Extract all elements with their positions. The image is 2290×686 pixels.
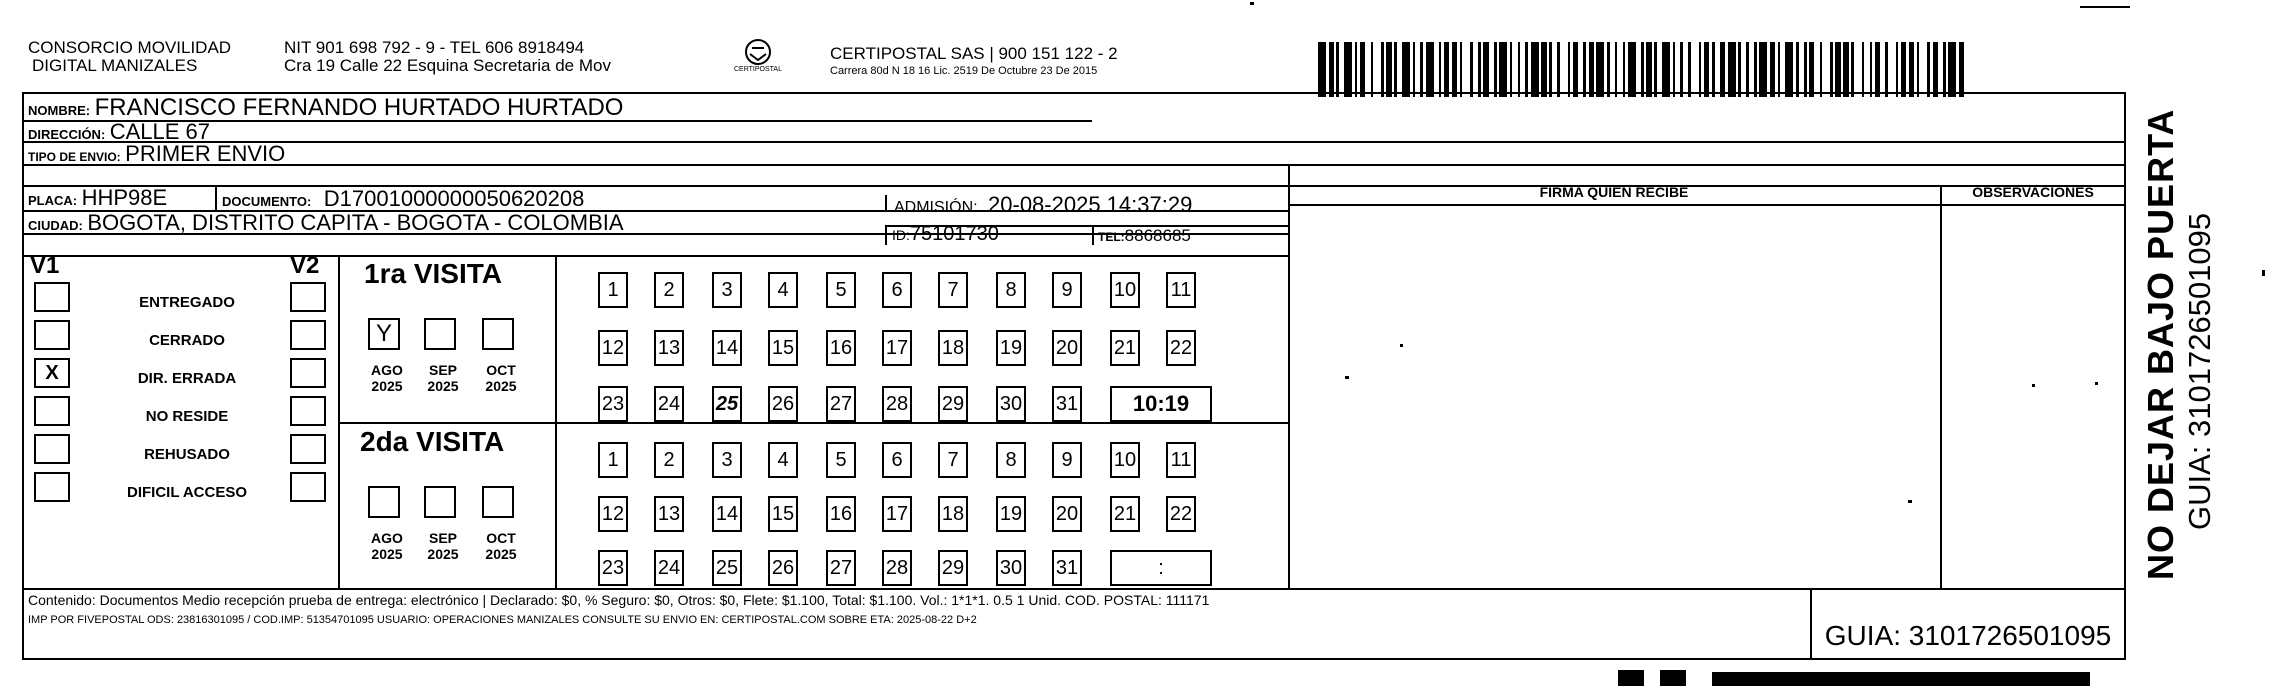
day-box[interactable]: 18 [938, 330, 968, 366]
barcode-bar [1560, 42, 1568, 97]
day-box[interactable]: 12 [598, 496, 628, 532]
observaciones-header: OBSERVACIONES [1972, 184, 2094, 200]
logo-caption: CERTIPOSTAL [734, 66, 782, 73]
barcode-bar [1854, 42, 1862, 97]
month-year: 2025 [427, 378, 459, 394]
barcode-bar [1531, 42, 1539, 97]
barcode-bar [1691, 42, 1699, 97]
barcode [1318, 42, 1968, 97]
ciudad-value: BOGOTA, DISTRITO CAPITA - BOGOTA - COLOMBIA [87, 210, 624, 235]
v2-checkbox[interactable] [290, 358, 326, 388]
barcode-bar [1785, 42, 1793, 97]
day-box[interactable]: 28 [882, 550, 912, 586]
day-box[interactable]: 3 [712, 272, 742, 308]
day-box[interactable]: 27 [826, 550, 856, 586]
v2-checkbox[interactable] [290, 472, 326, 502]
month-checkbox[interactable] [482, 318, 514, 350]
barcode-bar [1462, 42, 1470, 97]
day-box[interactable]: 5 [826, 442, 856, 478]
v2-checkbox[interactable] [290, 434, 326, 464]
barcode-bar [1888, 42, 1896, 97]
day-box[interactable]: 6 [882, 272, 912, 308]
certipostal-license: Carrera 80d N 18 16 Lic. 2519 De Octubre 23 De 2015 [830, 65, 1098, 77]
day-box[interactable]: 26 [768, 550, 798, 586]
company-address: Cra 19 Calle 22 Esquina Secretaria de Mov [284, 56, 611, 75]
v1-header: V1 [30, 252, 60, 279]
second-visit-title: 2da VISITA [360, 426, 505, 457]
day-box[interactable]: 5 [826, 272, 856, 308]
month-label [476, 362, 526, 394]
day-box[interactable]: 22 [1166, 496, 1196, 532]
visit-time-box[interactable]: : [1110, 550, 1212, 586]
certipostal-logo-icon [728, 36, 788, 84]
admision-label: ADMISIÓN: [894, 199, 978, 216]
day-box[interactable]: 20 [1052, 330, 1082, 366]
ciudad-label: CIUDAD: [28, 218, 83, 233]
day-box[interactable]: 15 [768, 496, 798, 532]
bottom-bar [1660, 670, 1686, 686]
day-box[interactable]: 4 [768, 272, 798, 308]
day-box[interactable]: 19 [996, 330, 1026, 366]
barcode-bar [1499, 42, 1507, 97]
day-box[interactable]: 19 [996, 496, 1026, 532]
month-name: OCT [486, 530, 516, 546]
month-checkbox[interactable] [424, 318, 456, 350]
month-label [362, 362, 412, 394]
obs-mark [2095, 382, 2098, 385]
month-label [362, 530, 412, 562]
day-box[interactable]: 21 [1110, 496, 1140, 532]
day-box[interactable]: 31 [1052, 386, 1082, 422]
firma-header: FIRMA QUIEN RECIBE [1539, 184, 1689, 200]
day-box[interactable]: 21 [1110, 330, 1140, 366]
day-box[interactable]: 1 [598, 442, 628, 478]
direccion-label: DIRECCIÓN: [28, 127, 106, 142]
placa-value: HHP98E [81, 185, 168, 210]
month-name: SEP [428, 530, 457, 546]
v1-checkbox[interactable] [34, 472, 70, 502]
day-box[interactable]: 7 [938, 442, 968, 478]
month-name: SEP [428, 362, 457, 378]
barcode-bar [1596, 42, 1604, 97]
tipo-envio-label: TIPO DE ENVIO: [28, 150, 121, 164]
barcode-bar [1402, 42, 1410, 97]
day-box[interactable]: 11 [1166, 442, 1196, 478]
direccion-value: CALLE 67 [109, 119, 211, 144]
footer-contenido: Contenido: Documentos Medio recepción prueba de entrega: electrónico | Declarado: $0, % Seguro: $0, Otros: $0, Flete: $1.100, Total: $1.100. Vol.: 1*1*1. 0.5 1 Unid. COD. POSTAL: 111171 [28, 592, 1210, 608]
month-year: 2025 [485, 546, 517, 562]
day-box[interactable]: 14 [712, 496, 742, 532]
visit-time-box[interactable]: 10:19 [1110, 386, 1212, 422]
month-year: 2025 [427, 546, 459, 562]
day-box[interactable]: 16 [826, 330, 856, 366]
day-box[interactable]: 12 [598, 330, 628, 366]
month-checkbox[interactable] [482, 486, 514, 518]
day-box[interactable]: 30 [996, 550, 1026, 586]
day-box[interactable]: 10 [1110, 442, 1140, 478]
barcode-bar [1759, 42, 1767, 97]
day-box[interactable]: 24 [654, 550, 684, 586]
footer-guia: GUIA: 3101726501095 [1824, 620, 2112, 651]
side-guia: GUIA: 3101726501095 [2182, 212, 2217, 530]
firma-mark [1400, 344, 1403, 347]
barcode-bar [1728, 42, 1736, 97]
certipostal-info: CERTIPOSTAL SAS | 900 151 122 - 2 [830, 44, 1118, 63]
nombre-label: NOMBRE: [28, 103, 91, 118]
month-year: 2025 [371, 378, 403, 394]
barcode-bar [1628, 42, 1636, 97]
day-box[interactable]: 28 [882, 386, 912, 422]
month-checkbox[interactable] [424, 486, 456, 518]
month-label [418, 530, 468, 562]
barcode-bar [1373, 42, 1381, 97]
documento-value: D17001000000050620208 [323, 186, 585, 211]
barcode-bar [1822, 42, 1830, 97]
month-name: AGO [371, 530, 403, 546]
day-box[interactable]: 4 [768, 442, 798, 478]
month-label [418, 362, 468, 394]
day-box[interactable]: 17 [882, 330, 912, 366]
month-name: AGO [371, 362, 403, 378]
company-name-line2: DIGITAL MANIZALES [32, 56, 198, 75]
day-box[interactable]: 6 [882, 442, 912, 478]
barcode-bar [1318, 42, 1326, 97]
day-box[interactable]: 17 [882, 496, 912, 532]
day-box[interactable]: 9 [1052, 272, 1082, 308]
day-box[interactable]: 2 [654, 442, 684, 478]
id-value: 75101730 [909, 223, 999, 245]
day-box[interactable]: 7 [938, 272, 968, 308]
footer-impresion: IMP POR FIVEPOSTAL ODS: 23816301095 / COD.IMP: 51354701095 USUARIO: OPERACIONES MANIZALES CONSULTE SU ENVIO EN: CERTIPOSTAL.COM SOBRE ETA: 2025-08-22 D+2 [28, 614, 977, 626]
status-label: DIFICIL ACCESO [126, 484, 247, 501]
day-box[interactable]: 13 [654, 330, 684, 366]
v1-checkbox[interactable] [34, 320, 70, 350]
day-box[interactable]: 18 [938, 496, 968, 532]
day-box[interactable]: 2 [654, 272, 684, 308]
tel-value: 8868685 [1124, 226, 1191, 245]
day-box[interactable]: 25 [712, 550, 742, 586]
bottom-bar [1618, 670, 1644, 686]
v1-checkbox[interactable] [34, 282, 70, 312]
barcode-bar [1964, 42, 1967, 97]
barcode-bar [1662, 42, 1670, 97]
company-name-line1: CONSORCIO MOVILIDAD [28, 38, 232, 57]
status-label: DIR. ERRADA [137, 370, 237, 387]
tel-label: TEL: [1098, 230, 1125, 244]
month-label [476, 530, 526, 562]
status-label: REHUSADO [144, 446, 230, 463]
v2-header: V2 [290, 252, 320, 279]
company-nit: NIT 901 698 792 - 9 - TEL 606 8918494 [284, 38, 585, 57]
v1-checkbox[interactable] [34, 434, 70, 464]
firma-mark [1908, 500, 1912, 503]
day-box[interactable]: 29 [938, 550, 968, 586]
v1-checkbox[interactable]: X [34, 358, 70, 388]
placa-label: PLACA: [28, 193, 78, 208]
day-box[interactable]: 24 [654, 386, 684, 422]
day-box[interactable]: 14 [712, 330, 742, 366]
status-label: ENTREGADO [139, 294, 235, 311]
side-warning: NO DEJAR BAJO PUERTA [2140, 108, 2181, 580]
admision-value: 20-08-2025 14:37:29 [988, 192, 1193, 217]
day-box[interactable]: 8 [996, 272, 1026, 308]
day-box[interactable]: 13 [654, 496, 684, 532]
v1-checkbox[interactable] [34, 396, 70, 426]
barcode-bar [1948, 42, 1956, 97]
id-label: ID: [892, 227, 910, 243]
v2-checkbox[interactable] [290, 320, 326, 350]
day-box[interactable]: 25 [712, 386, 742, 422]
v2-checkbox[interactable] [290, 282, 326, 312]
status-label: CERRADO [149, 332, 225, 349]
day-box[interactable]: 10 [1110, 272, 1140, 308]
bottom-bar [1712, 672, 2090, 686]
day-box[interactable]: 9 [1052, 442, 1082, 478]
v2-checkbox[interactable] [290, 396, 326, 426]
day-box[interactable]: 23 [598, 386, 628, 422]
month-checkbox[interactable]: Y [368, 318, 400, 350]
day-box[interactable]: 1 [598, 272, 628, 308]
day-box[interactable]: 30 [996, 386, 1026, 422]
day-box[interactable]: 16 [826, 496, 856, 532]
day-box[interactable]: 22 [1166, 330, 1196, 366]
day-box[interactable]: 3 [712, 442, 742, 478]
scan-mark [2080, 6, 2130, 8]
day-box[interactable]: 20 [1052, 496, 1082, 532]
barcode-bar [1426, 42, 1434, 97]
day-box[interactable]: 29 [938, 386, 968, 422]
month-checkbox[interactable] [368, 486, 400, 518]
month-name: OCT [486, 362, 516, 378]
firma-mark [1345, 376, 1349, 379]
day-box[interactable]: 26 [768, 386, 798, 422]
month-year: 2025 [371, 546, 403, 562]
month-year: 2025 [485, 378, 517, 394]
first-visit-title: 1ra VISITA [364, 258, 502, 289]
day-box[interactable]: 31 [1052, 550, 1082, 586]
nombre-value: FRANCISCO FERNANDO HURTADO HURTADO [94, 94, 624, 121]
tipo-envio-value: PRIMER ENVIO [125, 141, 286, 166]
day-box[interactable]: 11 [1166, 272, 1196, 308]
edge-mark [2262, 270, 2265, 276]
day-box[interactable]: 27 [826, 386, 856, 422]
day-box[interactable]: 23 [598, 550, 628, 586]
barcode-bar [1919, 42, 1927, 97]
day-box[interactable]: 15 [768, 330, 798, 366]
scan-dot [1250, 2, 1254, 5]
barcode-bar [1344, 42, 1352, 97]
status-label: NO RESIDE [145, 408, 229, 425]
obs-mark [2032, 384, 2035, 387]
documento-label: DOCUMENTO: [222, 194, 312, 209]
day-box[interactable]: 8 [996, 442, 1026, 478]
